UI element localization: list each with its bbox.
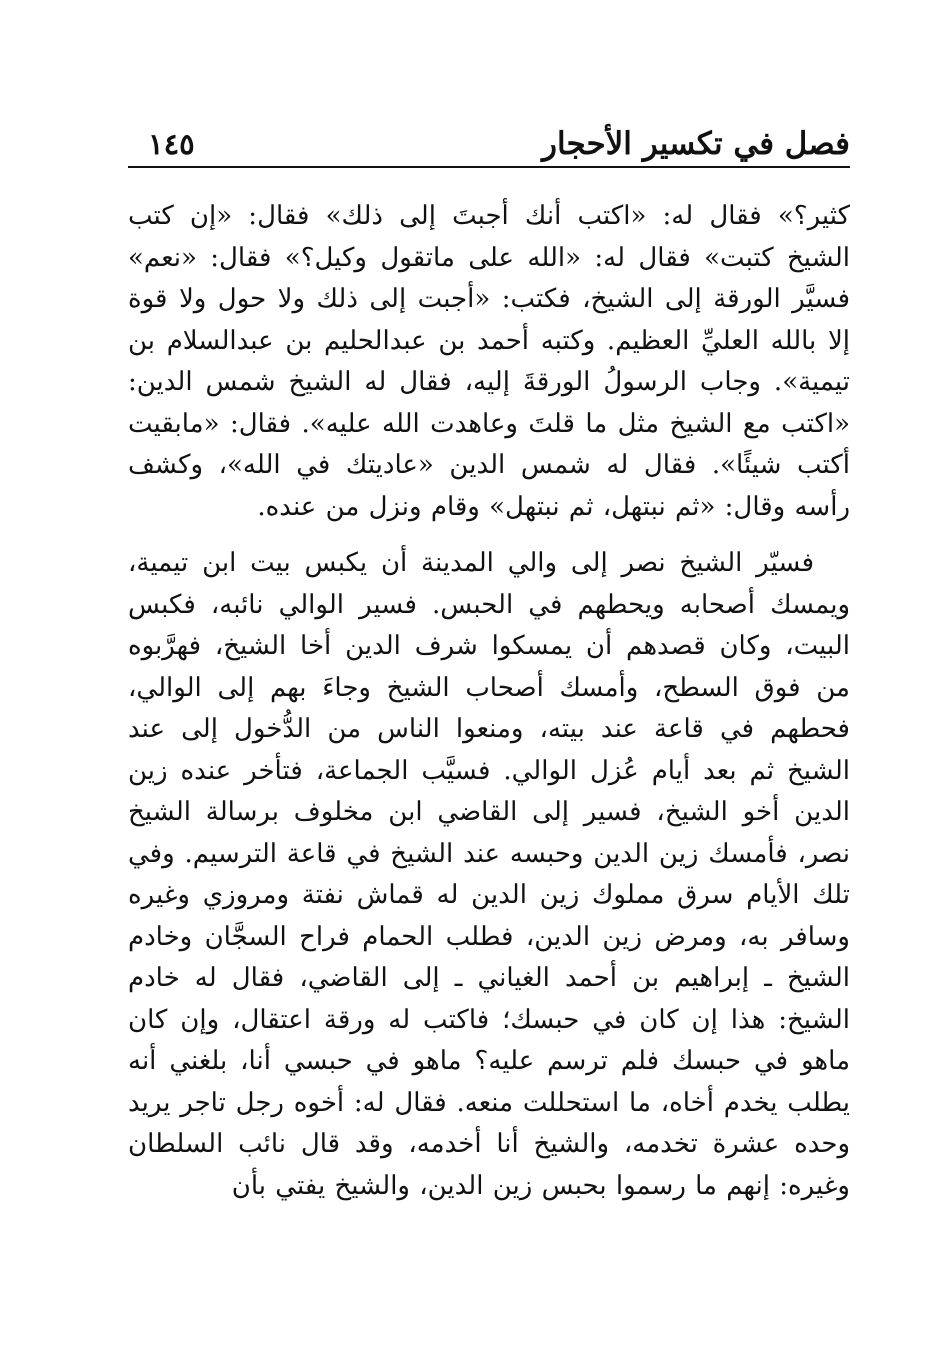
paragraph-2: فسيّر الشيخ نصر إلى والي المدينة أن يكبس بيت ابن تيمية، ويمسك أصحابه ويحطهم في الحبس. فسير الوالي نائبه، فكبس البيت، وكان قصدهم أن يمسكوا شرف الدين أخا الشيخ، فهرَّبوه من فوق السطح، وأمسك أصحاب الشيخ وجاءَ بهم إلى الوالي، فحطهم في قاعة عند بيته، ومنعوا الناس من الدُّخول إلى عند الشيخ ثم بعد أيام عُزل الوالي. فسيَّب الجماعة، فتأخر عنده زين الدين أخو الشيخ، فسير إلى القاضي ابن مخلوف برسالة الشيخ نصر، فأمسك زين الدين وحبسه عند الشيخ في قاعة الترسيم. وفي تلك الأيام سرق مملوك زين الدين له قماش نفتة ومروزي وغيره وسافر به، ومرض زين الدين، فطلب الحمام فراح السجَّان وخادم الشيخ ـ إبراهيم بن أحمد الغياني ـ إلى القاضي، فقال له خادم الشيخ: هذا إن كان في حبسك؛ فاكتب له ورقة اعتقال، وإن كان ماهو في حبسك فلم ترسم عليه؟ ماهو في حبسي أنا، بلغني أنه يطلب يخدم أخاه، ما استحللت منعه. فقال له: أخوه رجل تاجر يريد وحده عشرة تخدمه، والشيخ أنا أخدمه، وقد قال نائب السلطان وغيره: إنهم ما رسموا بحبس زين الدين، والشيخ يفتي بأن bbox=[128, 548, 850, 1201]
paragraph-1: كثير؟» فقال له: «اكتب أنك أجبتَ إلى ذلك» فقال: «إن كتب الشيخ كتبت» فقال له: «الله على ماتقول وكيل؟» فقال: «نعم» فسيَّر الورقة إلى الشيخ، فكتب: «أجبت إلى ذلك ولا حول ولا قوة إلا بالله العليِّ العظيم. وكتبه أحمد بن عبدالحليم بن عبدالسلام بن تيمية». وجاب الرسولُ الورقةَ إليه، فقال له الشيخ شمس الدين: «اكتب مع الشيخ مثل ما قلتَ وعاهدت الله عليه». فقال: «مابقيت أكتب شيئًا». فقال له شمس الدين «عاديتك في الله»، وكشف رأسه وقال: «ثم نبتهل، ثم نبتهل» وقام ونزل من عنده. bbox=[128, 201, 850, 522]
running-title: فصل في تكسير الأحجار bbox=[542, 126, 850, 162]
header-rule bbox=[128, 166, 850, 168]
page-number: ١٤٥ bbox=[148, 127, 195, 161]
body-text bbox=[128, 196, 850, 1207]
page-header bbox=[128, 118, 850, 170]
